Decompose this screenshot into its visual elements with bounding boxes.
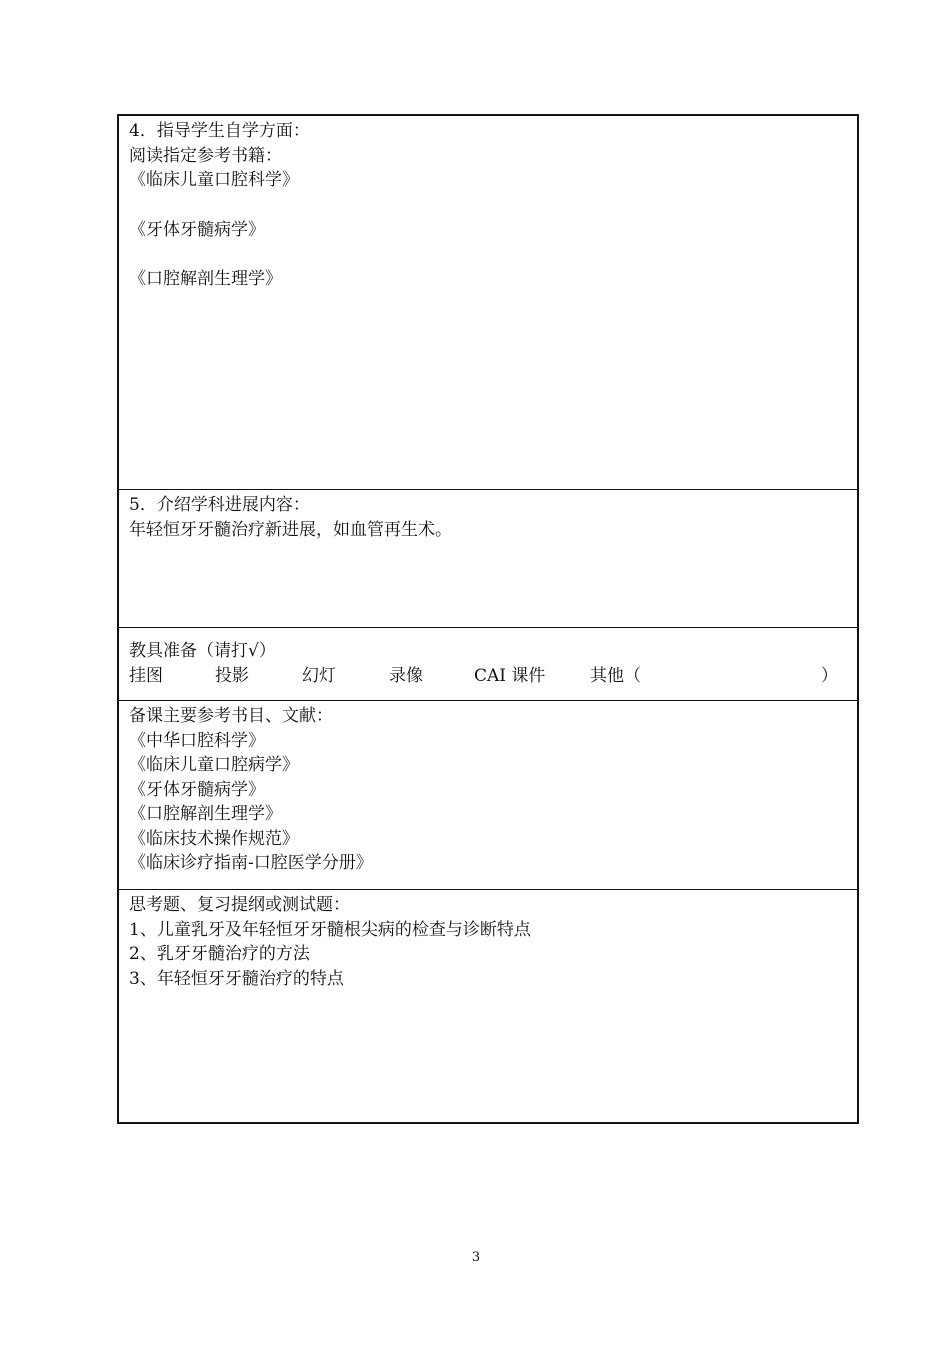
- aid-option-video: 录像: [389, 665, 423, 686]
- book-item: 《口腔解剖生理学》: [129, 269, 282, 289]
- progress-content: 年轻恒牙牙髓治疗新进展，如血管再生术。: [129, 519, 452, 540]
- progress-section: [119, 490, 857, 628]
- aid-option-other: 其他（: [590, 665, 641, 686]
- aid-other-close: ）: [821, 665, 838, 686]
- progress-heading: 5．介绍学科进展内容：: [129, 495, 310, 515]
- questions-section: [119, 890, 857, 1122]
- question-item: 3、年轻恒牙牙髓治疗的特点: [129, 968, 344, 989]
- aid-option-projection: 投影: [215, 665, 249, 686]
- aid-option-wall-chart: 挂图: [129, 665, 163, 686]
- teaching-aids-section: [119, 628, 857, 701]
- aid-option-slides: 幻灯: [302, 665, 336, 686]
- reference-item: 《口腔解剖生理学》: [129, 804, 282, 824]
- aid-option-cai: CAI 课件: [474, 665, 546, 686]
- references-section: [119, 701, 857, 890]
- reference-item: 《临床诊疗指南-口腔医学分册》: [129, 853, 373, 873]
- page-number: 3: [471, 1250, 481, 1265]
- teaching-aids-options: [129, 664, 847, 690]
- self-study-heading: 4．指导学生自学方面：: [129, 121, 310, 141]
- questions-heading: 思考题、复习提纲或测试题：: [129, 895, 350, 915]
- references-heading: 备课主要参考书目、文献：: [129, 706, 333, 726]
- lesson-plan-form: [117, 114, 859, 1124]
- self-study-section: [119, 116, 857, 490]
- book-item: 《牙体牙髓病学》: [129, 219, 265, 240]
- reference-item: 《中华口腔科学》: [129, 730, 265, 751]
- reference-item: 《临床技术操作规范》: [129, 828, 299, 849]
- question-item: 1、儿童乳牙及年轻恒牙牙髓根尖病的检查与诊断特点: [129, 919, 531, 940]
- question-item: 2、乳牙牙髓治疗的方法: [129, 944, 310, 964]
- reference-item: 《临床儿童口腔病学》: [129, 755, 299, 775]
- self-study-intro: 阅读指定参考书籍：: [129, 145, 282, 166]
- teaching-aids-heading: 教具准备（请打√）: [129, 641, 276, 661]
- reference-item: 《牙体牙髓病学》: [129, 779, 265, 800]
- book-item: 《临床儿童口腔科学》: [129, 170, 299, 190]
